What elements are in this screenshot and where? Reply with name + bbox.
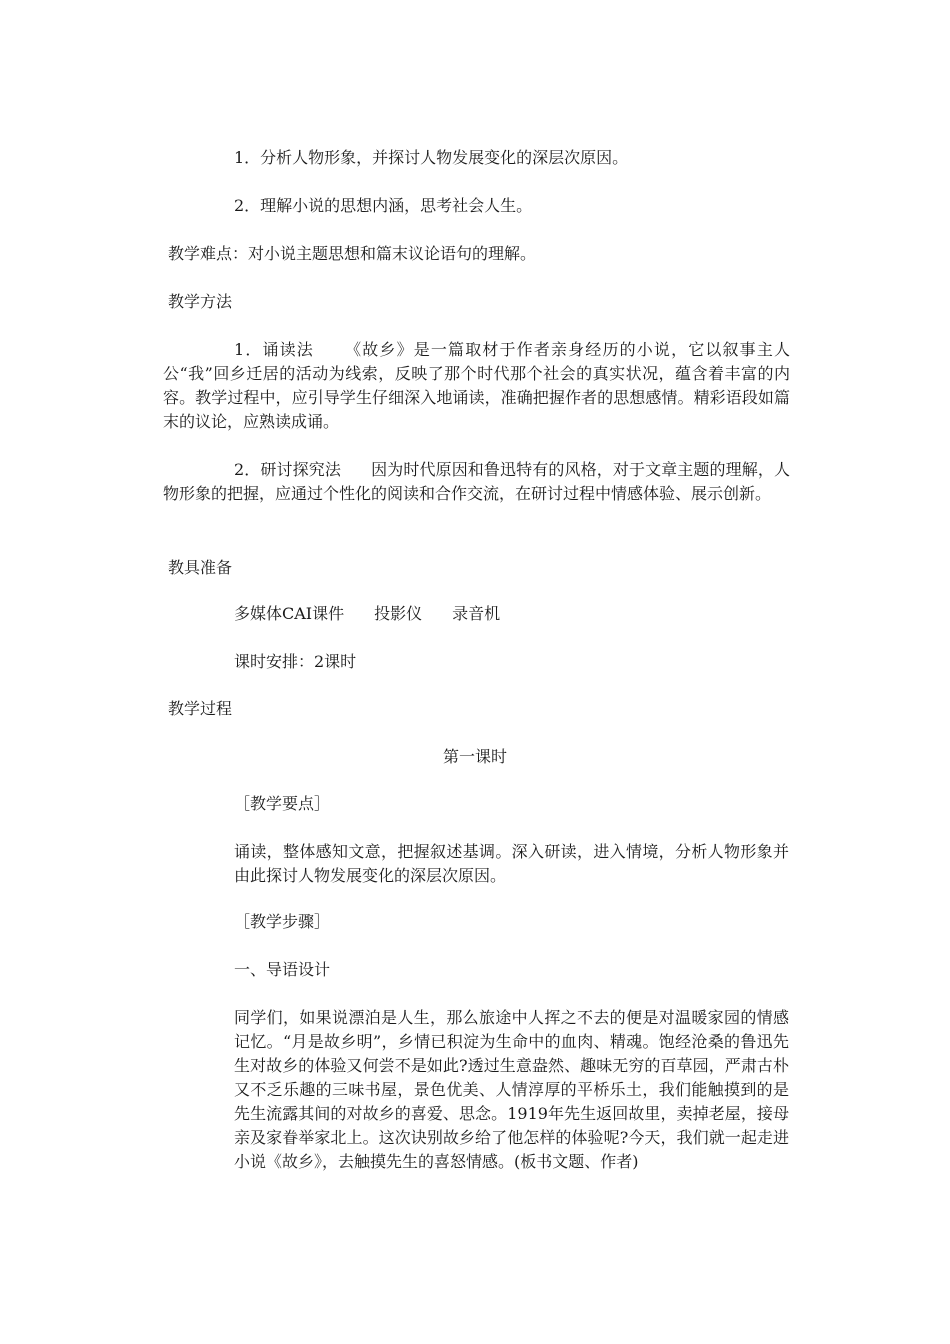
equipment-item-recorder: 录音机 xyxy=(452,604,501,623)
process-heading: 教学过程 xyxy=(168,699,233,718)
methods-heading: 教学方法 xyxy=(168,292,233,311)
method-1 xyxy=(163,338,790,434)
method-1-text: 《故乡》是一篇取材于作者亲身经历的小说，它以叙事主人公“我”回乡迁居的活动为线索，反映了那个时代那个社会的真实状况，蕴含着丰富的内容。教学过程中，应引导学生仔细深入地诵读，准确把握作者的思想感情。精彩语段如篇末的议论，应熟读成诵。 xyxy=(163,340,790,431)
step-1-text: 同学们，如果说漂泊是人生，那么旅途中人挥之不去的便是对温暖家园的情感记忆。“月是故乡明”，乡情已积淀为生命中的血肉、精魂。饱经沧桑的鲁迅先生对故乡的体验又何尝不是如此?透过生意盎然、趣味无穷的百草园，严肃古朴又不乏乐趣的三味书屋，景色优美、人情淳厚的平桥乐土，我们能触摸到的是先生流露其间的对故乡的喜爱、思念。1919年先生返回故里，卖掉老屋，接母亲及家眷举家北上。这次诀别故乡给了他怎样的体验呢?今天，我们就一起走进小说《故乡》，去触摸先生的喜怒情感。(板书文题、作者) xyxy=(234,1008,789,1171)
equipment-heading: 教具准备 xyxy=(168,558,233,577)
step-1-heading: 一、导语设计 xyxy=(234,960,331,979)
class-schedule: 课时安排：2课时 xyxy=(234,652,357,671)
teaching-difficulty: 教学难点：对小说主题思想和篇末议论语句的理解。 xyxy=(168,244,537,263)
equipment-list xyxy=(234,606,500,622)
equipment-item-projector: 投影仪 xyxy=(374,604,423,623)
equipment-item-cai: 多媒体CAI课件 xyxy=(234,604,345,623)
method-2 xyxy=(163,458,790,506)
method-2-text: 因为时代原因和鲁迅特有的风格，对于文章主题的理解，人物形象的把握，应通过个性化的阅读和合作交流，在研讨过程中情感体验、展示创新。 xyxy=(163,460,790,503)
lesson-title: 第一课时 xyxy=(442,747,507,766)
method-1-label: 1．诵读法 xyxy=(234,340,314,359)
objective-2: 2．理解小说的思想内涵，思考社会人生。 xyxy=(234,196,533,215)
key-points-text: 诵读，整体感知文意，把握叙述基调。深入研读，进入情境，分析人物形象并由此探讨人物发展变化的深层次原因。 xyxy=(234,842,789,885)
key-points-heading: ［教学要点］ xyxy=(234,794,331,813)
method-2-label: 2．研讨探究法 xyxy=(234,460,341,479)
steps-heading: ［教学步骤］ xyxy=(234,912,331,931)
objective-1: 1．分析人物形象，并探讨人物发展变化的深层次原因。 xyxy=(234,148,629,167)
